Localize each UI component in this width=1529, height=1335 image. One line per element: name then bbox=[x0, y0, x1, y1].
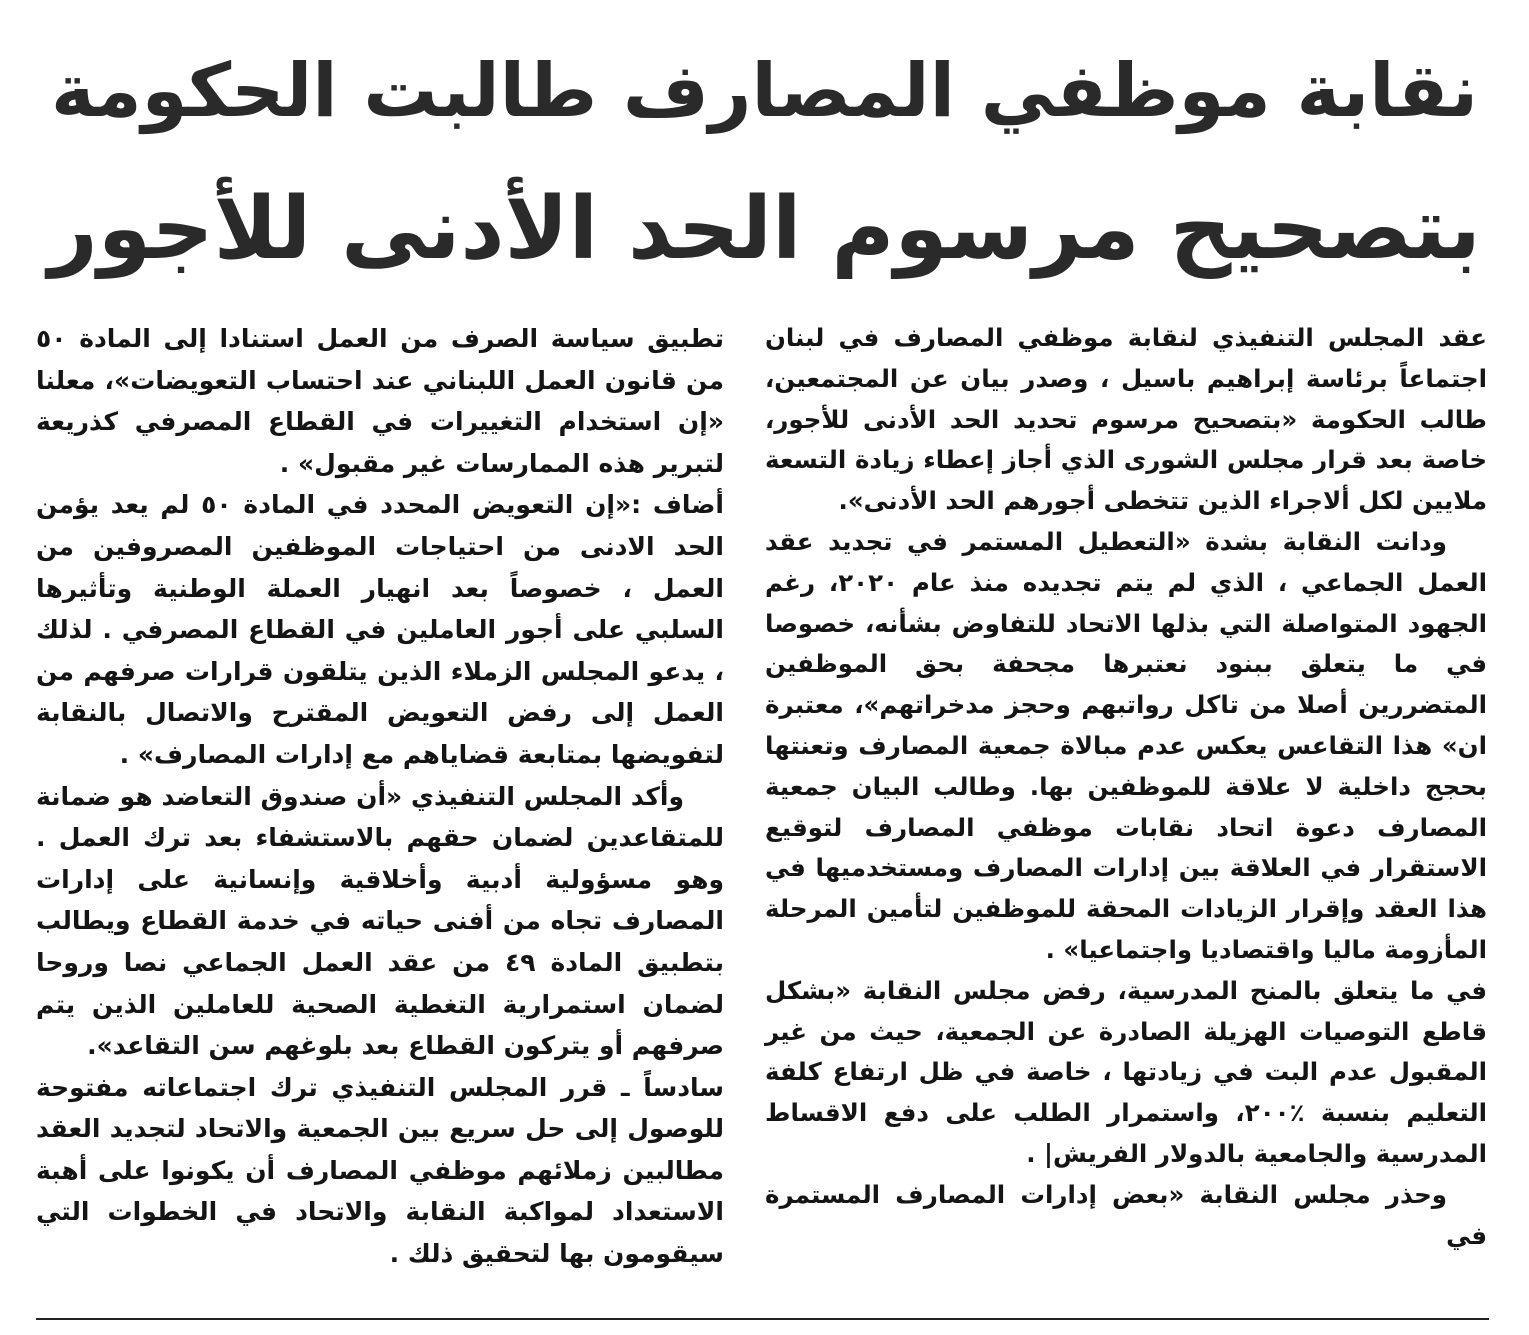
article-paragraph: سادساً ـ قرر المجلس التنفيذي ترك اجتماعاته مفتوحة للوصول إلى حل سريع بين الجمعية والاتحاد لتجديد العقد مطالبين زملائهم موظفي المصارف أن يكونوا على أهبة الاستعداد لمواكبة النقابة والاتحاد في الخطوات التي سيقومون بها لتحقيق ذلك . bbox=[36, 1072, 724, 1269]
headline-line-2: بتصحيح مرسوم الحد الأدنى للأجور bbox=[48, 179, 1481, 279]
article-column-right bbox=[765, 318, 1487, 1256]
article-paragraph: وأكد المجلس التنفيذي «أن صندوق التعاضد هو ضمانة للمتقاعدين لضمان حقهم بالاستشفاء بعد ترك العمل . وهو مسؤولية أدبية وأخلاقية وإنسانية على إدارات المصارف تجاه من أفنى حياته في خدمة القطاع ويطالب بتطبيق المادة ٤٩ من عقد العمل الجماعي نصا وروحا لضمان استمرارية التغطية الصحية للعاملين الذين يتم صرفهم أو يتركون القطاع بعد بلوغهم سن التقاعد». bbox=[36, 781, 724, 1061]
bottom-divider bbox=[36, 1318, 1489, 1320]
article-paragraph: عقد المجلس التنفيذي لنقابة موظفي المصارف في لبنان اجتماعاً برئاسة إبراهيم باسيل ، وصدر بيان عن المجتمعين، طالب الحكومة «بتصحيح مرسوم تحديد الحد الأدنى للأجور، خاصة بعد قرار مجلس الشورى الذي أجاز إعطاء زيادة التسعة ملايين لكل ألاجراء الذين تتخطى أجورهم الحد الأدنى». bbox=[765, 323, 1487, 516]
headline bbox=[40, 22, 1489, 298]
headline-line-1: نقابة موظفي المصارف طالبت الحكومة bbox=[50, 48, 1479, 134]
article-paragraph: وحذر مجلس النقابة «بعض إدارات المصارف المستمرة في bbox=[765, 1179, 1487, 1250]
article-paragraph: في ما يتعلق بالمنح المدرسية، رفض مجلس النقابة «بشكل قاطع التوصيات الهزيلة الصادرة عن الجمعية، حيث من غير المقبول عدم البت في زيادتها ، خاصة في ظل ارتفاع كلفة التعليم بنسبة ٪٢٠٠، واستمرار الطلب على دفع الاقساط المدرسية والجامعية بالدولار الفريش| . bbox=[765, 975, 1487, 1168]
article-paragraph: ودانت النقابة بشدة «التعطيل المستمر في تجديد عقد العمل الجماعي ، الذي لم يتم تجديده منذ عام ٢٠٢٠، رغم الجهود المتواصلة التي بذلها الاتحاد للتفاوض بشأنه، خصوصا في ما يتعلق ببنود نعتبرها مجحفة بحق الموظفين المتضررين أصلا من تاكل رواتبهم وحجز مدخراتهم»، معتبرة ان» هذا التقاعس يعكس عدم مبالاة جمعية المصارف وتعنتها بحجج داخلية لا علاقة للموظفين بها. وطالب البيان جمعية المصارف دعوة اتحاد نقابات موظفي المصارف لتوقيع الاستقرار في العلاقة بين إدارات المصارف ومستخدميها في هذا العقد وإقرار الزيادات المحقة للموظفين لتأمين المرحلة المأزومة ماليا واقتصاديا واجتماعيا» . bbox=[765, 526, 1488, 964]
article-paragraph: تطبيق سياسة الصرف من العمل استنادا إلى المادة ٥٠ من قانون العمل اللبناني عند احتساب التعويضات»، معلنا «إن استخدام التغييرات في القطاع المصرفي كذريعة لتبرير هذه الممارسات غير مقبول» . bbox=[36, 324, 724, 478]
article-column-left bbox=[36, 318, 724, 1275]
article-paragraph: أضاف :«إن التعويض المحدد في المادة ٥٠ لم يعد يؤمن الحد الادنى من احتياجات الموظفين المصروفين من العمل ، خصوصاً بعد انهيار العملة الوطنية وتأثيرها السلبي على أجور العاملين في القطاع المصرفي . لذلك ، يدعو المجلس الزملاء الذين يتلقون قرارات صرفهم من العمل إلى رفض التعويض المقترح والاتصال بالنقابة لتفويضها بمتابعة قضاياهم مع إدارات المصارف» . bbox=[36, 490, 724, 769]
